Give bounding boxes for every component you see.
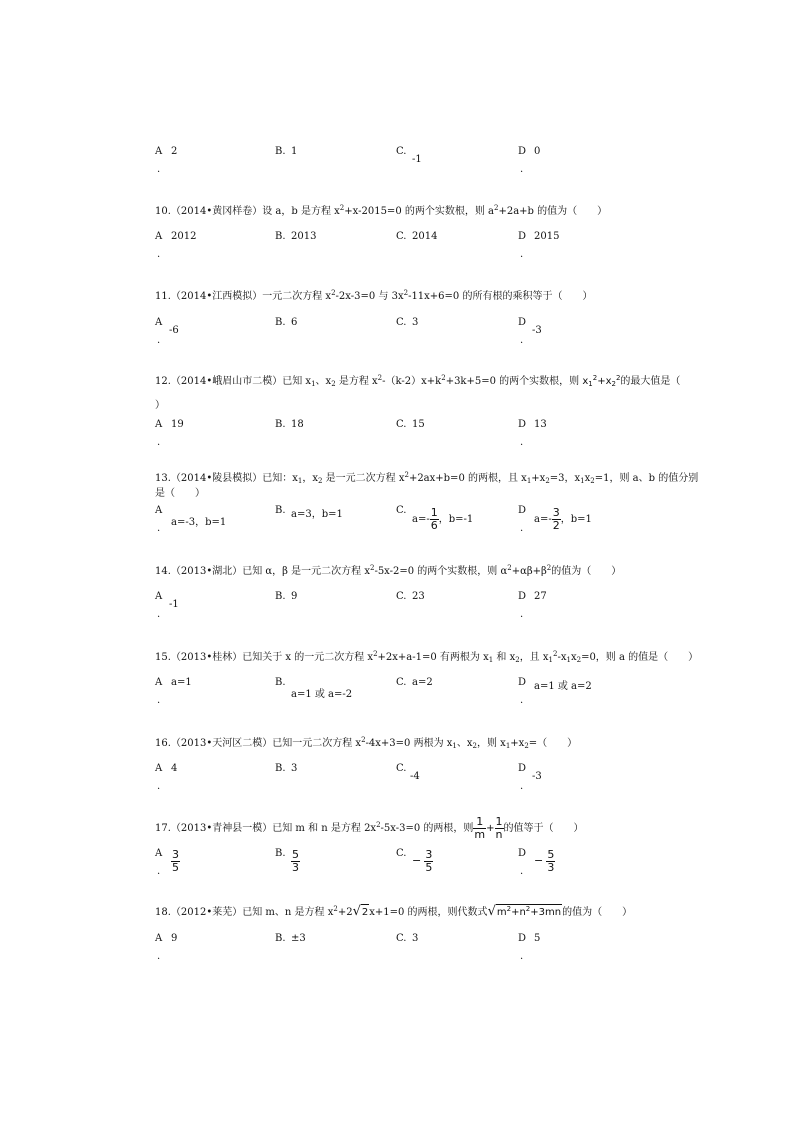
text-fragment: -4 xyxy=(410,771,420,782)
text-fragment: 15 xyxy=(412,419,425,430)
text-fragment: . xyxy=(520,609,524,620)
text-fragment: m xyxy=(474,828,486,841)
text-fragment: +x-2015=0 的两个实数根，则 a xyxy=(344,206,494,217)
text-fragment: . xyxy=(520,951,524,962)
text-fragment: 9 xyxy=(171,933,178,944)
text-fragment: . xyxy=(520,249,524,260)
q16-options xyxy=(155,763,625,803)
text-fragment: 3 xyxy=(412,317,419,328)
text-fragment: . xyxy=(157,335,161,346)
text-fragment: 15.（2013•桂林）已知关于 x 的一元二次方程 x xyxy=(155,652,374,663)
text-fragment: +αβ+β xyxy=(511,566,547,577)
text-fragment: 2 xyxy=(615,374,621,382)
text-fragment: 的值等于（ ） xyxy=(503,823,584,834)
text-fragment: 2 xyxy=(331,289,336,297)
text-fragment: 2 xyxy=(369,564,375,572)
text-fragment: 2 xyxy=(376,821,381,829)
text-fragment: D xyxy=(518,848,527,859)
text-fragment: B. xyxy=(275,848,286,859)
text-fragment: m xyxy=(496,907,507,918)
text-fragment: . xyxy=(520,523,524,534)
text-fragment: 是一元二次方程 x xyxy=(322,473,405,484)
text-fragment: 14.（2013•湖北）已知 α，β 是一元二次方程 x xyxy=(155,566,370,577)
text-fragment: 1 xyxy=(588,380,593,388)
square-root-sign: √ xyxy=(487,904,496,919)
text-fragment: 3 xyxy=(291,763,298,774)
text-fragment: +3mn xyxy=(530,907,562,918)
question-10-stem xyxy=(155,204,645,220)
text-fragment: -x xyxy=(557,652,567,663)
text-fragment: 、x xyxy=(315,376,332,387)
text-fragment: =1，则 a、b 的值分别 xyxy=(594,473,699,484)
text-fragment: C. xyxy=(396,231,407,242)
text-fragment: 12.（2014•峨眉山市二模）已知 x xyxy=(155,376,312,387)
text-fragment: 1 xyxy=(291,146,298,157)
text-fragment: -5x-3=0 的两根，则 xyxy=(380,823,474,834)
text-fragment: 0 xyxy=(534,146,541,157)
text-fragment: A xyxy=(155,677,163,688)
text-fragment: . xyxy=(520,781,524,792)
text-fragment: 1 xyxy=(580,477,585,485)
text-fragment: 2 xyxy=(404,471,409,479)
text-fragment: 2 xyxy=(545,477,550,485)
text-fragment: . xyxy=(520,164,524,175)
text-fragment: x xyxy=(584,473,591,484)
text-fragment: +2ax+b=0 的两根，且 x xyxy=(408,473,527,484)
text-fragment: 6 xyxy=(291,317,298,328)
text-fragment: 2013 xyxy=(291,231,317,242)
q14-options xyxy=(155,591,625,631)
fraction xyxy=(546,849,555,874)
question-11-stem xyxy=(155,289,645,305)
text-fragment: . xyxy=(157,951,161,962)
question-13-stem-line2: 是（ ） xyxy=(155,488,205,499)
fraction xyxy=(552,507,561,532)
text-fragment: a=3，b=1 xyxy=(291,509,343,520)
text-fragment: 2 xyxy=(525,905,531,913)
text-fragment: 和 x xyxy=(493,652,516,663)
text-fragment: -3 xyxy=(532,325,542,336)
text-fragment: . xyxy=(157,164,161,175)
text-fragment: 3 xyxy=(552,506,560,519)
text-fragment: 3 xyxy=(412,933,419,944)
q12-options xyxy=(155,419,625,459)
text-fragment: 5 xyxy=(172,861,179,874)
text-fragment: D xyxy=(518,419,527,430)
text-fragment: 2 xyxy=(507,564,512,572)
text-fragment: A xyxy=(155,763,163,774)
text-fragment: . xyxy=(157,249,161,260)
text-fragment: 2 xyxy=(515,656,520,664)
q17-options xyxy=(155,848,625,888)
text-fragment: 23 xyxy=(412,591,425,602)
text-fragment: -1 xyxy=(169,599,179,610)
q9-options xyxy=(155,146,625,186)
text-fragment: 2 xyxy=(377,374,383,382)
text-fragment: 5 xyxy=(292,848,299,861)
text-fragment: x xyxy=(570,652,577,663)
text-fragment: 1 xyxy=(430,506,438,519)
text-fragment: 1 xyxy=(505,742,511,750)
text-fragment: 6 xyxy=(430,519,438,532)
question-15-stem xyxy=(155,650,699,666)
question-18-stem xyxy=(155,904,645,921)
text-fragment: 17.（2013•青神县一模）已知 m 和 n 是方程 2x xyxy=(155,823,377,834)
text-fragment: ，且 x xyxy=(519,652,549,663)
text-fragment: D xyxy=(518,933,527,944)
text-fragment: A xyxy=(155,146,163,157)
text-fragment: C. xyxy=(396,591,407,602)
text-fragment: +3k+5=0 的两个实数根，则 xyxy=(445,376,583,387)
text-fragment: B. xyxy=(275,419,286,430)
text-fragment: C. xyxy=(396,317,407,328)
text-fragment: B. xyxy=(275,317,286,328)
text-fragment: . xyxy=(157,866,161,877)
text-fragment: -3 xyxy=(532,771,542,782)
text-fragment: +x xyxy=(597,376,612,387)
text-fragment: 2 xyxy=(506,905,512,913)
fraction xyxy=(430,507,439,532)
text-fragment: a=- xyxy=(534,514,552,525)
text-fragment: 1 xyxy=(452,742,457,750)
q11-options xyxy=(155,317,625,357)
text-fragment: . xyxy=(520,695,524,706)
text-fragment: 2 xyxy=(361,736,366,744)
text-fragment: C. xyxy=(396,677,407,688)
text-fragment: 2014 xyxy=(412,231,438,242)
text-fragment: 2 xyxy=(592,374,598,382)
text-fragment: D xyxy=(518,763,527,774)
text-fragment: 2 xyxy=(494,204,499,212)
question-16-stem xyxy=(155,736,645,752)
text-fragment: x xyxy=(582,376,589,387)
text-fragment: D xyxy=(518,505,527,516)
text-fragment: 11.（2014•江西模拟）一元二次方程 x xyxy=(155,291,332,302)
text-fragment: 18.（2012•莱芜）已知 m、n 是方程 x xyxy=(155,907,334,918)
text-fragment: 的值为（ ） xyxy=(562,907,633,918)
text-fragment: . xyxy=(157,437,161,448)
text-fragment: 1 xyxy=(526,477,532,485)
text-fragment: A xyxy=(155,933,163,944)
text-fragment: A xyxy=(155,317,163,328)
text-fragment: +2 xyxy=(337,907,353,918)
text-fragment: C. xyxy=(396,419,407,430)
text-fragment: 1 xyxy=(495,815,503,828)
text-fragment: A xyxy=(155,591,163,602)
text-fragment: 2 xyxy=(318,477,323,485)
text-fragment: C. xyxy=(396,146,407,157)
text-fragment: + xyxy=(486,823,495,834)
text-fragment: A xyxy=(155,505,163,516)
text-fragment: 2012 xyxy=(171,231,197,242)
text-fragment: -11x+6=0 的所有根的乘积等于（ ） xyxy=(408,291,593,302)
text-fragment: B. xyxy=(275,933,286,944)
text-fragment: C. xyxy=(396,848,407,859)
text-fragment: 10.（2014•黄冈样卷）设 a，b 是方程 x xyxy=(155,206,340,217)
text-fragment: 4 xyxy=(171,763,178,774)
text-fragment: 2 xyxy=(546,564,552,572)
text-fragment: . xyxy=(157,781,161,792)
text-fragment: 16.（2013•天河区二模）已知一元二次方程 x xyxy=(155,738,362,749)
text-fragment: ，b=1 xyxy=(560,514,592,525)
text-fragment: a=2 xyxy=(412,677,433,688)
text-fragment: . xyxy=(520,866,524,877)
text-fragment: . xyxy=(157,695,161,706)
text-fragment: D xyxy=(518,677,527,688)
text-fragment: -1 xyxy=(412,154,422,165)
text-fragment: D xyxy=(518,231,527,242)
radicand-2: 2 xyxy=(361,904,369,921)
text-fragment: ±3 xyxy=(291,933,306,944)
text-fragment: 、x xyxy=(456,738,473,749)
q18-options xyxy=(155,933,625,973)
text-fragment: -4x+3=0 两根为 x xyxy=(365,738,453,749)
text-fragment: ，则 x xyxy=(477,738,506,749)
text-fragment: A xyxy=(155,419,163,430)
text-fragment: . xyxy=(157,609,161,620)
text-fragment: =3，x xyxy=(549,473,581,484)
text-fragment: -6 xyxy=(169,325,179,336)
question-12-stem xyxy=(155,374,681,390)
text-fragment: =0，则 a 的值是（ ） xyxy=(581,652,699,663)
text-fragment: 9 xyxy=(291,591,298,602)
question-14-stem xyxy=(155,564,645,580)
text-fragment: B. xyxy=(275,677,286,688)
text-fragment: C. xyxy=(396,933,407,944)
text-fragment: 3 xyxy=(292,861,299,874)
text-fragment: B. xyxy=(275,591,286,602)
text-fragment: n xyxy=(495,828,503,841)
text-fragment: 3 xyxy=(547,861,555,874)
text-fragment: 2 xyxy=(333,905,338,913)
text-fragment: a=1 或 a=-2 xyxy=(291,689,353,700)
text-fragment: -5x-2=0 的两个实数根，则 α xyxy=(374,566,508,577)
radicand-expression xyxy=(496,904,562,921)
square-root-sign: √ xyxy=(352,904,361,919)
text-fragment: 1 xyxy=(488,656,494,664)
text-fragment: +2x+a-1=0 有两根为 x xyxy=(377,652,489,663)
text-fragment: − xyxy=(412,854,422,867)
text-fragment: . xyxy=(520,335,524,346)
text-fragment: C. xyxy=(396,763,407,774)
text-fragment: x+1=0 的两根，则代数式 xyxy=(369,907,488,918)
text-fragment: 5 xyxy=(425,861,433,874)
text-fragment: C. xyxy=(396,505,407,516)
text-fragment: B. xyxy=(275,231,286,242)
text-fragment: -（k-2）x+k xyxy=(382,376,442,387)
text-fragment: 2 xyxy=(590,477,595,485)
text-fragment: D xyxy=(518,146,527,157)
text-fragment: B. xyxy=(275,146,286,157)
text-fragment: 1 xyxy=(548,656,553,664)
text-fragment: a=1 或 a=2 xyxy=(534,681,592,692)
question-12-stem-line2: ） xyxy=(155,400,165,411)
text-fragment: +2a+b 的值为（ ） xyxy=(498,206,608,217)
text-fragment: 2 xyxy=(524,742,529,750)
text-fragment: 2 xyxy=(373,650,378,658)
text-fragment: 2 xyxy=(331,380,336,388)
text-fragment: 2 xyxy=(576,656,582,664)
text-fragment: 1 xyxy=(297,477,303,485)
text-fragment: ，x xyxy=(302,473,318,484)
text-fragment: +x xyxy=(531,473,546,484)
question-17-stem xyxy=(155,816,645,841)
text-fragment: 18 xyxy=(291,419,304,430)
text-fragment: − xyxy=(534,854,544,867)
text-fragment: D xyxy=(518,591,527,602)
text-fragment: 1 xyxy=(566,656,571,664)
fraction xyxy=(291,849,300,874)
text-fragment: ，b=-1 xyxy=(438,514,474,525)
text-fragment: 3 xyxy=(172,848,179,861)
text-fragment: 5 xyxy=(534,933,541,944)
text-fragment: 2 xyxy=(171,146,178,157)
text-fragment: 27 xyxy=(534,591,547,602)
text-fragment: =（ ） xyxy=(528,738,578,749)
text-fragment: 2 xyxy=(552,519,560,532)
text-fragment: 的最大值是（ xyxy=(620,376,681,387)
text-fragment: 是方程 x xyxy=(335,376,378,387)
text-fragment: A xyxy=(155,231,163,242)
text-fragment: 2 xyxy=(441,374,446,382)
text-fragment: 19 xyxy=(171,419,184,430)
fraction xyxy=(424,849,433,874)
text-fragment: . xyxy=(520,437,524,448)
question-13-stem xyxy=(155,471,699,487)
q13-options xyxy=(155,505,625,545)
text-fragment: B. xyxy=(275,505,286,516)
fraction-1-over-m xyxy=(473,816,486,841)
text-fragment: a=1 xyxy=(171,677,192,688)
text-fragment: 5 xyxy=(547,848,555,861)
text-fragment: 2 xyxy=(339,204,345,212)
q15-options xyxy=(155,677,625,717)
text-fragment: 13 xyxy=(534,419,547,430)
fraction xyxy=(171,849,180,874)
q10-options xyxy=(155,231,625,271)
text-fragment: 3 xyxy=(425,848,433,861)
text-fragment: A xyxy=(155,848,163,859)
text-fragment: 2 xyxy=(403,289,409,297)
expression-x1sq-plus-x2sq xyxy=(582,376,620,387)
text-fragment: 2 xyxy=(611,380,616,388)
text-fragment: +n xyxy=(511,907,526,918)
fraction-1-over-n xyxy=(495,816,504,841)
text-fragment: 13.（2014•陵县模拟）已知：x xyxy=(155,473,298,484)
text-fragment: B. xyxy=(275,763,286,774)
text-fragment: D xyxy=(518,317,527,328)
text-fragment: 2 xyxy=(472,742,477,750)
text-fragment: +x xyxy=(510,738,525,749)
text-fragment: 2 xyxy=(552,650,558,658)
text-fragment: 的值为（ ） xyxy=(551,566,622,577)
text-fragment: 1 xyxy=(473,816,486,829)
text-fragment: 1 xyxy=(311,380,316,388)
text-fragment: 2015 xyxy=(534,231,560,242)
text-fragment: -2x-3=0 与 3x xyxy=(335,291,404,302)
text-fragment: . xyxy=(157,523,161,534)
text-fragment: a=-3，b=1 xyxy=(171,517,227,528)
text-fragment: a=- xyxy=(412,514,430,525)
